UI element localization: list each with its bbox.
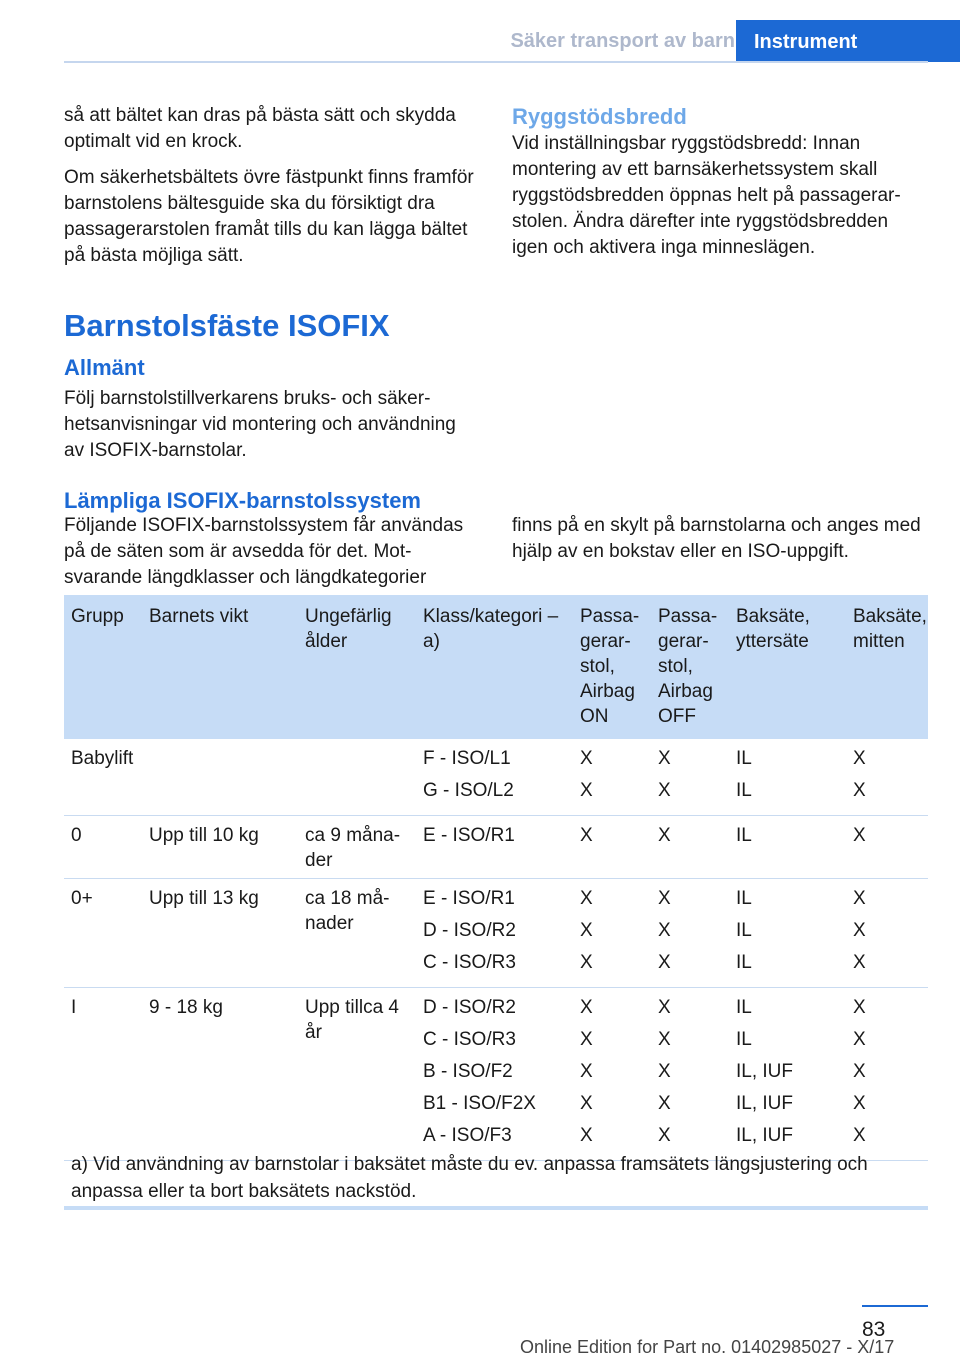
cell-line-airbag-off: X: [658, 748, 671, 769]
cell-line-rear-outer: IL: [736, 825, 752, 846]
cell-line-rear-outer: IL: [736, 952, 752, 973]
heading-backrest-width: Ryggstödsbredd: [512, 104, 687, 129]
cell-line-class: D - ISO/R2: [423, 920, 516, 941]
cell-line-airbag-on: X: [580, 888, 593, 909]
cell-rear-outer: [729, 879, 846, 988]
cell-line-airbag-on: X: [580, 1125, 593, 1146]
cell-line-airbag-off: X: [658, 1061, 671, 1082]
cell-line-airbag-on: X: [580, 748, 593, 769]
paragraph-suitable-right: finns på en skylt på barnstolarna och anges med hjälp av en bokstav eller en ISO-uppgift.: [512, 515, 921, 562]
cell-line-class: B - ISO/F2: [423, 1061, 513, 1082]
cell-line-rear-outer: IL: [736, 748, 752, 769]
cell-line-airbag-on: X: [580, 997, 593, 1018]
cell-class: [416, 739, 573, 816]
right-column-backrest: [512, 103, 928, 261]
cell-line-rear-outer: IL, IUF: [736, 1125, 794, 1146]
cell-line-airbag-off: X: [658, 888, 671, 909]
cell-line-rear-middle: X: [853, 1061, 866, 1082]
table-row: [64, 739, 928, 816]
cell-line-rear-middle: X: [853, 748, 866, 769]
column-header-age: Ungefärlig ålder: [298, 595, 416, 739]
cell-rear-outer: [729, 816, 846, 879]
cell-rear-outer: [729, 988, 846, 1161]
header-chapter-tab[interactable]: Instrument: [736, 20, 960, 62]
cell-line-rear-middle: X: [853, 825, 866, 846]
cell-group: 0: [64, 816, 142, 879]
paragraph-general: Följ barnstolstillverkarens bruks- och säkerhetsanvisningar vid montering och användning av ISOFIX-barnstolar.: [64, 388, 456, 461]
suitable-left-block: [64, 513, 479, 591]
column-header-airbag-on: Passagerarstol, Airbag ON: [573, 595, 651, 739]
cell-line-rear-middle: X: [853, 1125, 866, 1146]
heading-suitable-systems: Lämpliga ISOFIX-barnstolssystem: [64, 488, 421, 513]
cell-group: 0+: [64, 879, 142, 988]
cell-line-rear-middle: X: [853, 888, 866, 909]
section-title: Barnstolsfäste ISOFIX: [64, 308, 390, 343]
edition-footer: Online Edition for Part no. 01402985027 - X/17: [520, 1337, 895, 1357]
suitable-right-block: [512, 513, 928, 565]
paragraph-belt-routing: så att bältet kan dras på bästa sätt och skydda optimalt vid en krock.: [64, 105, 456, 152]
cell-class: [416, 879, 573, 988]
cell-line-airbag-on: X: [580, 952, 593, 973]
left-column-intro: [64, 103, 479, 269]
cell-age: Upp tillca 4 år: [298, 988, 416, 1161]
cell-rear-outer: [729, 739, 846, 816]
cell-line-rear-middle: X: [853, 1029, 866, 1050]
isofix-table: [64, 595, 928, 1161]
cell-line-class: C - ISO/R3: [423, 1029, 516, 1050]
cell-line-airbag-on: X: [580, 1061, 593, 1082]
cell-airbag-on: [573, 879, 651, 988]
cell-line-rear-middle: X: [853, 920, 866, 941]
cell-line-airbag-on: X: [580, 1029, 593, 1050]
page-number-rule: [862, 1305, 928, 1307]
cell-rear-middle: [846, 988, 928, 1161]
page-header: [0, 0, 960, 62]
cell-weight: Upp till 10 kg: [142, 816, 298, 879]
cell-age: ca 9 månader: [298, 816, 416, 879]
cell-line-airbag-on: X: [580, 920, 593, 941]
cell-weight: [142, 739, 298, 816]
cell-line-airbag-off: X: [658, 952, 671, 973]
cell-line-rear-middle: X: [853, 780, 866, 801]
cell-line-rear-middle: X: [853, 1093, 866, 1114]
cell-line-rear-outer: IL: [736, 920, 752, 941]
cell-line-class: C - ISO/R3: [423, 952, 516, 973]
cell-airbag-off: [651, 739, 729, 816]
paragraph-upper-anchor: Om säkerhetsbältets övre fästpunkt finns framför barnstolens bältesguide ska du försiktigt dra passagerarstolen framåt tills du kan lägga bältet på bästa möjliga sätt.: [64, 167, 474, 266]
cell-line-class: E - ISO/R1: [423, 888, 515, 909]
cell-line-airbag-on: X: [580, 780, 593, 801]
column-header-group: Grupp: [64, 595, 142, 739]
table-footnote: a) Vid användning av barnstolar i baksätet måste du ev. anpassa framsätets längsjustering och anpassa eller ta bort baksätets nackstöd.: [64, 1146, 928, 1210]
header-section-title: Säker transport av barn: [510, 30, 735, 52]
cell-airbag-on: [573, 988, 651, 1161]
cell-line-airbag-off: X: [658, 997, 671, 1018]
table-row: [64, 816, 928, 879]
cell-line-rear-middle: X: [853, 997, 866, 1018]
cell-age: ca 18 månader: [298, 879, 416, 988]
cell-line-airbag-off: X: [658, 1029, 671, 1050]
column-header-class: Klass/kategori – a): [416, 595, 573, 739]
cell-class: [416, 988, 573, 1161]
cell-line-rear-outer: IL, IUF: [736, 1061, 794, 1082]
column-header-airbag-off: Passagerarstol, Airbag OFF: [651, 595, 729, 739]
cell-airbag-off: [651, 816, 729, 879]
paragraph-backrest-width: Vid inställningsbar ryggstödsbredd: Innan montering av ett barnsäkerhetssystem skall ryggstödsbredden öppnas helt på passagerarstolen. Ändra därefter inte ryggstödsbredden igen och aktivera inga minneslägen.: [512, 133, 901, 258]
cell-line-class: B1 - ISO/F2X: [423, 1093, 536, 1114]
cell-line-rear-middle: X: [853, 952, 866, 973]
cell-airbag-off: [651, 879, 729, 988]
cell-airbag-on: [573, 816, 651, 879]
cell-line-rear-outer: IL: [736, 997, 752, 1018]
cell-line-airbag-on: X: [580, 825, 593, 846]
cell-age: [298, 739, 416, 816]
cell-line-airbag-off: X: [658, 1125, 671, 1146]
column-header-rear-middle: Baksäte, mitten: [846, 595, 928, 739]
cell-line-airbag-off: X: [658, 825, 671, 846]
cell-line-rear-outer: IL: [736, 888, 752, 909]
cell-airbag-off: [651, 988, 729, 1161]
cell-line-airbag-off: X: [658, 920, 671, 941]
cell-line-airbag-off: X: [658, 780, 671, 801]
table-header-row: [64, 595, 928, 739]
cell-line-rear-outer: IL: [736, 780, 752, 801]
table-row: [64, 988, 928, 1161]
general-text-block: [64, 386, 479, 464]
column-header-rear-outer: Baksäte, yttersäte: [729, 595, 846, 739]
cell-line-class: D - ISO/R2: [423, 997, 516, 1018]
header-divider: [64, 61, 928, 63]
paragraph-suitable-left: Följande ISOFIX-barnstolssystem får användas på de säten som är avsedda för det. Motsvarande längdklasser och längdkategorier: [64, 515, 464, 588]
cell-rear-middle: [846, 879, 928, 988]
cell-rear-middle: [846, 739, 928, 816]
cell-line-airbag-on: X: [580, 1093, 593, 1114]
cell-group: Babylift: [64, 739, 142, 816]
cell-line-rear-outer: IL: [736, 1029, 752, 1050]
heading-general: Allmänt: [64, 355, 145, 380]
cell-line-rear-outer: IL, IUF: [736, 1093, 794, 1114]
cell-line-class: G - ISO/L2: [423, 780, 514, 801]
page-number: 83: [862, 1318, 886, 1341]
column-header-weight: Barnets vikt: [142, 595, 298, 739]
cell-line-class: A - ISO/F3: [423, 1125, 512, 1146]
cell-line-class: F - ISO/L1: [423, 748, 511, 769]
cell-group: I: [64, 988, 142, 1161]
cell-line-airbag-off: X: [658, 1093, 671, 1114]
cell-class: [416, 816, 573, 879]
cell-line-class: E - ISO/R1: [423, 825, 515, 846]
table-row: [64, 879, 928, 988]
cell-rear-middle: [846, 816, 928, 879]
cell-weight: 9 - 18 kg: [142, 988, 298, 1161]
cell-airbag-on: [573, 739, 651, 816]
cell-weight: Upp till 13 kg: [142, 879, 298, 988]
